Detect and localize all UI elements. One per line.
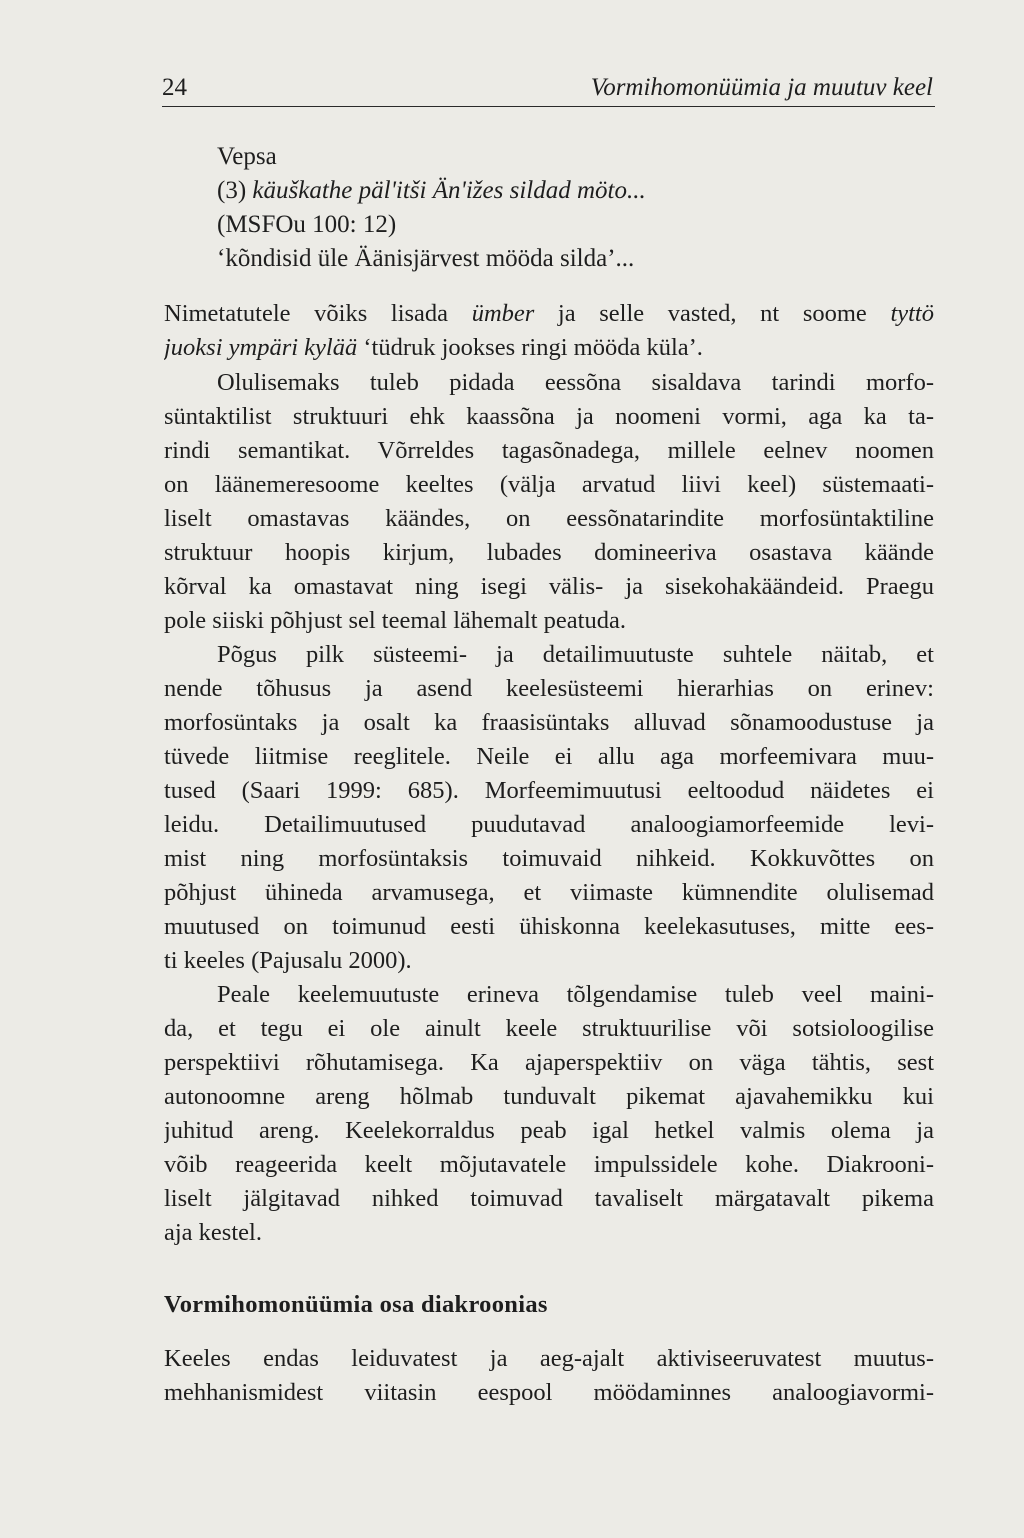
text-line: muutused on toimunud eesti ühiskonna keelekasutuses, mitte ees-: [164, 913, 934, 940]
text-line: põhjust ühineda arvamusega, et viimaste kümnendite olulisemad: [164, 879, 934, 906]
text-line: struktuur hoopis kirjum, lubades domineeriva osastava käände: [164, 539, 934, 566]
text-line: kõrval ka omastavat ning isegi välis- ja sisekohakäändeid. Praegu: [164, 573, 934, 600]
text-line: Põgus pilk süsteemi- ja detailimuutuste suhtele näitab, et: [217, 641, 934, 668]
text-line: tüvede liitmise reeglitele. Neile ei allu aga morfeemivara muu-: [164, 743, 934, 770]
running-title: Vormihomonüümia ja muutuv keel: [590, 74, 933, 101]
text-line: ti keeles (Pajusalu 2000).: [164, 947, 412, 974]
text-line: liselt jälgitavad nihked toimuvad tavaliselt märgatavalt pikema: [164, 1185, 934, 1212]
text-line: autonoomne areng hõlmab tunduvalt pikemat ajavahemikku kui: [164, 1083, 934, 1110]
text-line: võib reageerida keelt mõjutavatele impulssidele kohe. Diakrooni-: [164, 1151, 934, 1178]
text-line: pole siiski põhjust sel teemal lähemalt peatuda.: [164, 607, 626, 634]
example-number: (3): [217, 177, 247, 204]
text-line: liselt omastavas käändes, on eessõnatarindite morfosüntaktiline: [164, 505, 934, 532]
text-line: leidu. Detailimuutused puudutavad analoogiamorfeemide levi-: [164, 811, 934, 838]
running-header: [162, 70, 935, 107]
text-line: mehhanismidest viitasin eespool möödaminnes analoogiavormi-: [164, 1379, 934, 1406]
section-heading: Vormihomonüümia osa diakroonias: [164, 1291, 548, 1318]
text-line: süntaktilist struktuuri ehk kaassõna ja noomeni vormi, aga ka ta-: [164, 403, 934, 430]
text-line: nende tõhusus ja asend keelesüsteemi hierarhias on erinev:: [164, 675, 934, 702]
text-line: perspektiivi rõhutamisega. Ka ajaperspektiiv on väga tähtis, sest: [164, 1049, 934, 1076]
text-line: da, et tegu ei ole ainult keele struktuurilise või sotsioloogilise: [164, 1015, 934, 1042]
text-line: mist ning morfosüntaksis toimuvaid nihkeid. Kokkuvõttes on: [164, 845, 934, 872]
page-number: 24: [162, 74, 187, 101]
text-line: Olulisemaks tuleb pidada eessõna sisaldava tarindi morfo-: [217, 369, 934, 396]
text-line: morfosüntaks ja osalt ka fraasisüntaks alluvad sõnamoodustuse ja: [164, 709, 934, 736]
text-line: juhitud areng. Keelekorraldus peab igal hetkel valmis olema ja: [164, 1117, 934, 1144]
text-line: on läänemeresoome keeltes (välja arvatud liivi keel) süstemaati-: [164, 471, 934, 498]
text-line: juoksi ympäri kylää ‘tüdruk jookses ringi mööda küla’.: [164, 334, 703, 361]
text-line: aja kestel.: [164, 1219, 262, 1246]
example-sentence: [217, 174, 646, 208]
example-translation: ‘kõndisid üle Äänisjärvest mööda silda’...: [217, 245, 635, 272]
text-line: Peale keelemuutuste erineva tõlgendamise tuleb veel maini-: [217, 981, 934, 1008]
example-source: (MSFOu 100: 12): [217, 211, 397, 238]
text-line: rindi semantikat. Võrreldes tagasõnadega, millele eelnev noomen: [164, 437, 934, 464]
example-language: Vepsa: [217, 143, 277, 170]
text-line: Keeles endas leiduvatest ja aeg-ajalt aktiviseeruvatest muutus-: [164, 1345, 934, 1372]
example-text: käuškathe päl'itši Än'ižes sildad möto...: [252, 177, 646, 204]
text-line: Nimetatutele võiks lisada ümber ja selle vasted, nt soome tyttö: [164, 300, 934, 327]
text-line: tused (Saari 1999: 685). Morfeemimuutusi eeltoodud näidetes ei: [164, 777, 934, 804]
